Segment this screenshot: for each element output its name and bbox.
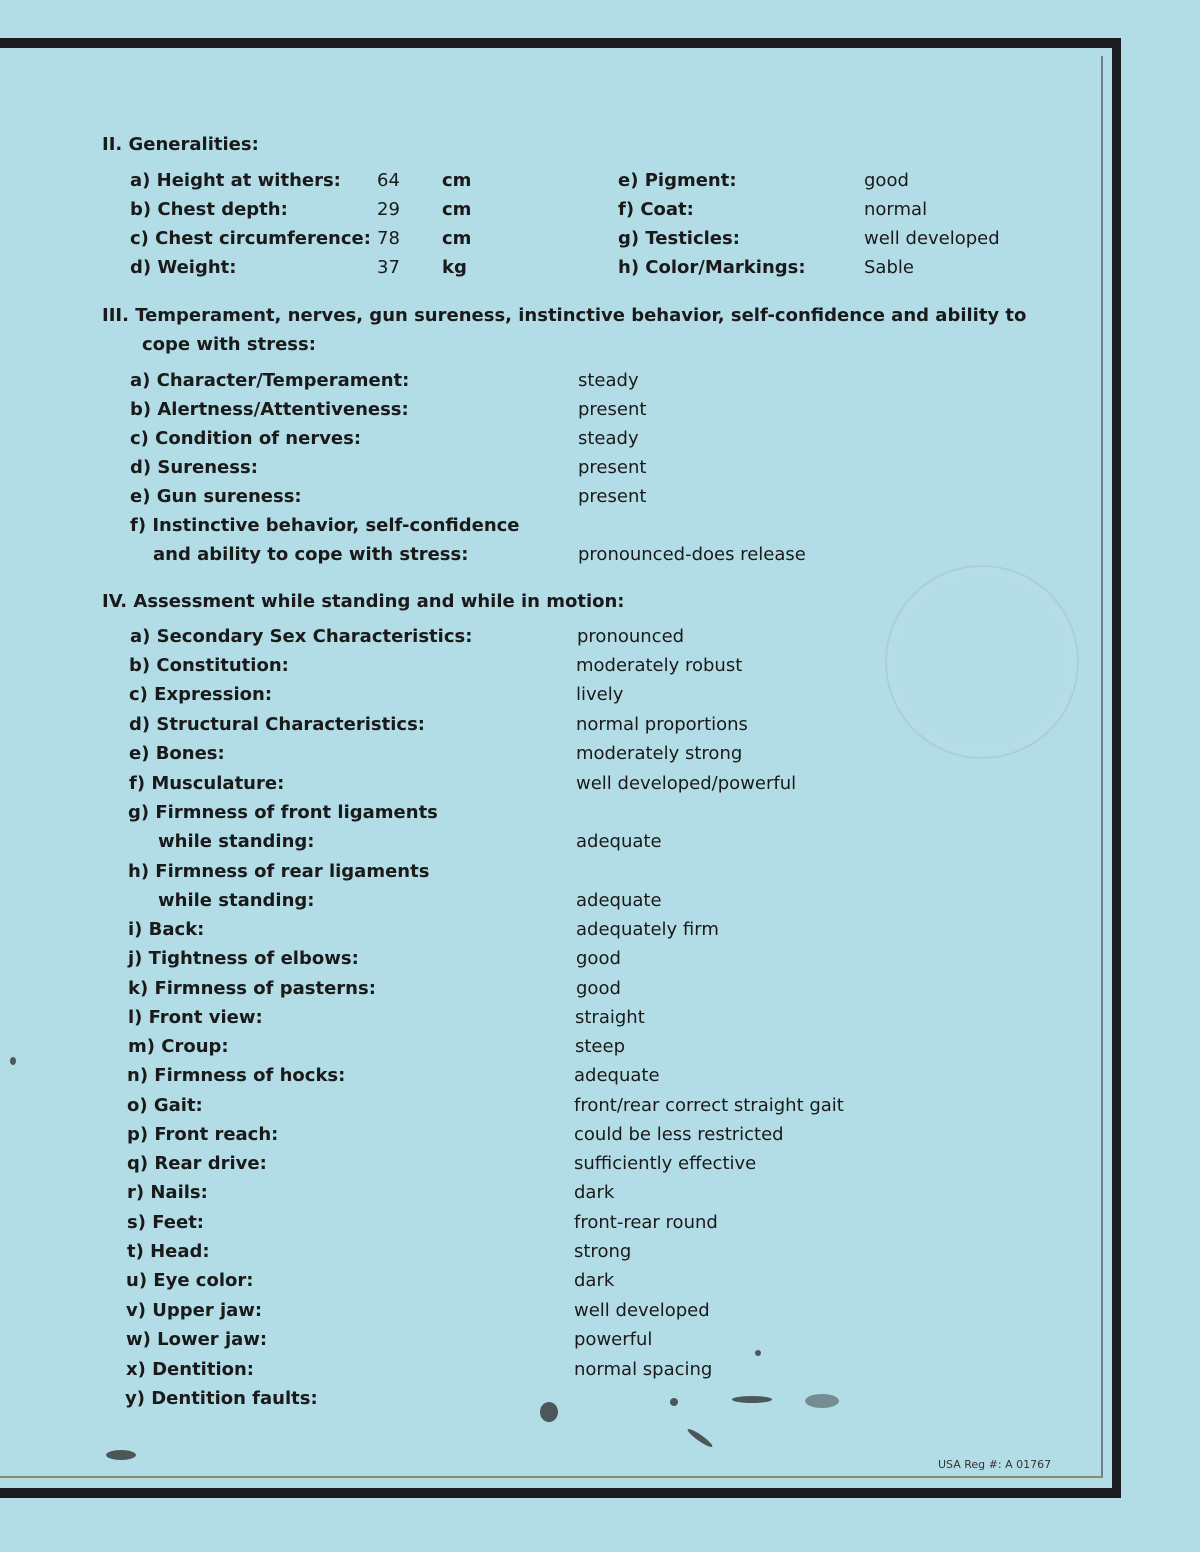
item-label: and ability to cope with stress:	[153, 544, 469, 565]
page-frame-right	[1112, 38, 1121, 1498]
measure-value: 64	[377, 170, 400, 191]
item-value: adequate	[576, 890, 662, 911]
item-label: while standing:	[158, 831, 315, 852]
section-temperament-title-line1: III. Temperament, nerves, gun sureness, instinctive behavior, self-confidence and ability to	[102, 305, 1027, 326]
trait-label: f) Coat:	[618, 199, 694, 220]
measure-label: a) Height at withers:	[130, 170, 341, 191]
item-value: well developed/powerful	[576, 773, 797, 794]
item-label: d) Sureness:	[130, 457, 258, 478]
item-value: present	[578, 399, 647, 420]
item-label: m) Croup:	[128, 1036, 229, 1057]
item-value: normal spacing	[574, 1359, 713, 1380]
item-value: well developed	[574, 1300, 710, 1321]
item-value: good	[576, 978, 621, 999]
item-value: front-rear round	[574, 1212, 718, 1233]
item-label: y) Dentition faults:	[125, 1388, 318, 1409]
item-value: sufficiently effective	[574, 1153, 757, 1174]
item-label: r) Nails:	[127, 1182, 208, 1203]
item-label: i) Back:	[128, 919, 205, 940]
item-label: l) Front view:	[128, 1007, 263, 1028]
section-assessment-title: IV. Assessment while standing and while in motion:	[102, 591, 625, 612]
item-value: adequate	[576, 831, 662, 852]
measure-unit: cm	[442, 170, 472, 191]
item-value: lively	[576, 684, 624, 705]
trait-value: well developed	[864, 228, 1000, 249]
trait-label: g) Testicles:	[618, 228, 740, 249]
item-label: p) Front reach:	[127, 1124, 279, 1145]
item-value: present	[578, 457, 647, 478]
ink-smudge	[755, 1350, 761, 1356]
item-label: b) Alertness/Attentiveness:	[130, 399, 409, 420]
embossed-seal	[885, 565, 1079, 759]
trait-value: good	[864, 170, 909, 191]
item-label: h) Firmness of rear ligaments	[128, 861, 430, 882]
item-label: while standing:	[158, 890, 315, 911]
item-value: front/rear correct straight gait	[574, 1095, 844, 1116]
section-temperament-title-line2: cope with stress:	[142, 334, 316, 355]
ink-smudge	[540, 1402, 558, 1422]
ink-smudge	[10, 1057, 16, 1065]
item-label: w) Lower jaw:	[126, 1329, 268, 1350]
item-label: u) Eye color:	[126, 1270, 254, 1291]
page-border-line-bottom	[0, 1476, 1103, 1478]
item-value: pronounced	[577, 626, 685, 647]
measure-label: d) Weight:	[130, 257, 237, 278]
trait-value: normal	[864, 199, 928, 220]
item-label: v) Upper jaw:	[126, 1300, 263, 1321]
item-label: j) Tightness of elbows:	[128, 948, 359, 969]
item-value: moderately strong	[576, 743, 743, 764]
item-value: steep	[575, 1036, 626, 1057]
ink-smudge	[686, 1427, 714, 1449]
item-label: q) Rear drive:	[127, 1153, 267, 1174]
item-label: c) Expression:	[129, 684, 273, 705]
trait-value: Sable	[864, 257, 914, 278]
measure-value: 37	[377, 257, 400, 278]
item-label: n) Firmness of hocks:	[127, 1065, 346, 1086]
item-value: dark	[574, 1270, 615, 1291]
item-label: a) Secondary Sex Characteristics:	[130, 626, 473, 647]
item-value: adequate	[574, 1065, 660, 1086]
trait-label: h) Color/Markings:	[618, 257, 806, 278]
item-value: moderately robust	[576, 655, 743, 676]
item-label: x) Dentition:	[126, 1359, 254, 1380]
item-value: steady	[578, 370, 639, 391]
item-value: adequately firm	[576, 919, 719, 940]
item-value: steady	[578, 428, 639, 449]
ink-smudge	[670, 1398, 678, 1406]
item-label: f) Instinctive behavior, self-confidence	[130, 515, 520, 536]
measure-unit: cm	[442, 228, 472, 249]
item-label: k) Firmness of pasterns:	[128, 978, 376, 999]
trait-label: e) Pigment:	[618, 170, 737, 191]
item-value: could be less restricted	[574, 1124, 784, 1145]
item-value: normal proportions	[576, 714, 748, 735]
item-label: t) Head:	[127, 1241, 210, 1262]
item-label: g) Firmness of front ligaments	[128, 802, 438, 823]
page-border-line-right	[1101, 56, 1103, 1476]
measure-unit: kg	[442, 257, 467, 278]
item-label: a) Character/Temperament:	[130, 370, 410, 391]
measure-value: 78	[377, 228, 400, 249]
item-label: e) Bones:	[129, 743, 225, 764]
item-value: powerful	[574, 1329, 653, 1350]
item-value: strong	[574, 1241, 632, 1262]
page-frame-top	[0, 38, 1120, 48]
ink-smudge	[732, 1396, 772, 1403]
item-label: o) Gait:	[127, 1095, 203, 1116]
measure-label: c) Chest circumference:	[130, 228, 371, 249]
measure-value: 29	[377, 199, 400, 220]
item-value: straight	[575, 1007, 645, 1028]
item-value: dark	[574, 1182, 615, 1203]
item-label: d) Structural Characteristics:	[129, 714, 425, 735]
item-value: pronounced-does release	[578, 544, 806, 565]
item-value: present	[578, 486, 647, 507]
page-frame-bottom	[0, 1488, 1121, 1498]
item-label: e) Gun sureness:	[130, 486, 302, 507]
item-label: s) Feet:	[127, 1212, 204, 1233]
ink-smudge	[106, 1450, 136, 1460]
item-label: b) Constitution:	[129, 655, 289, 676]
section-generalities-title: II. Generalities:	[102, 134, 259, 155]
measure-unit: cm	[442, 199, 472, 220]
item-label: f) Musculature:	[129, 773, 285, 794]
ink-smudge	[805, 1394, 839, 1408]
item-label: c) Condition of nerves:	[130, 428, 362, 449]
item-value: good	[576, 948, 621, 969]
measure-label: b) Chest depth:	[130, 199, 288, 220]
registration-number: USA Reg #: A 01767	[938, 1458, 1052, 1471]
